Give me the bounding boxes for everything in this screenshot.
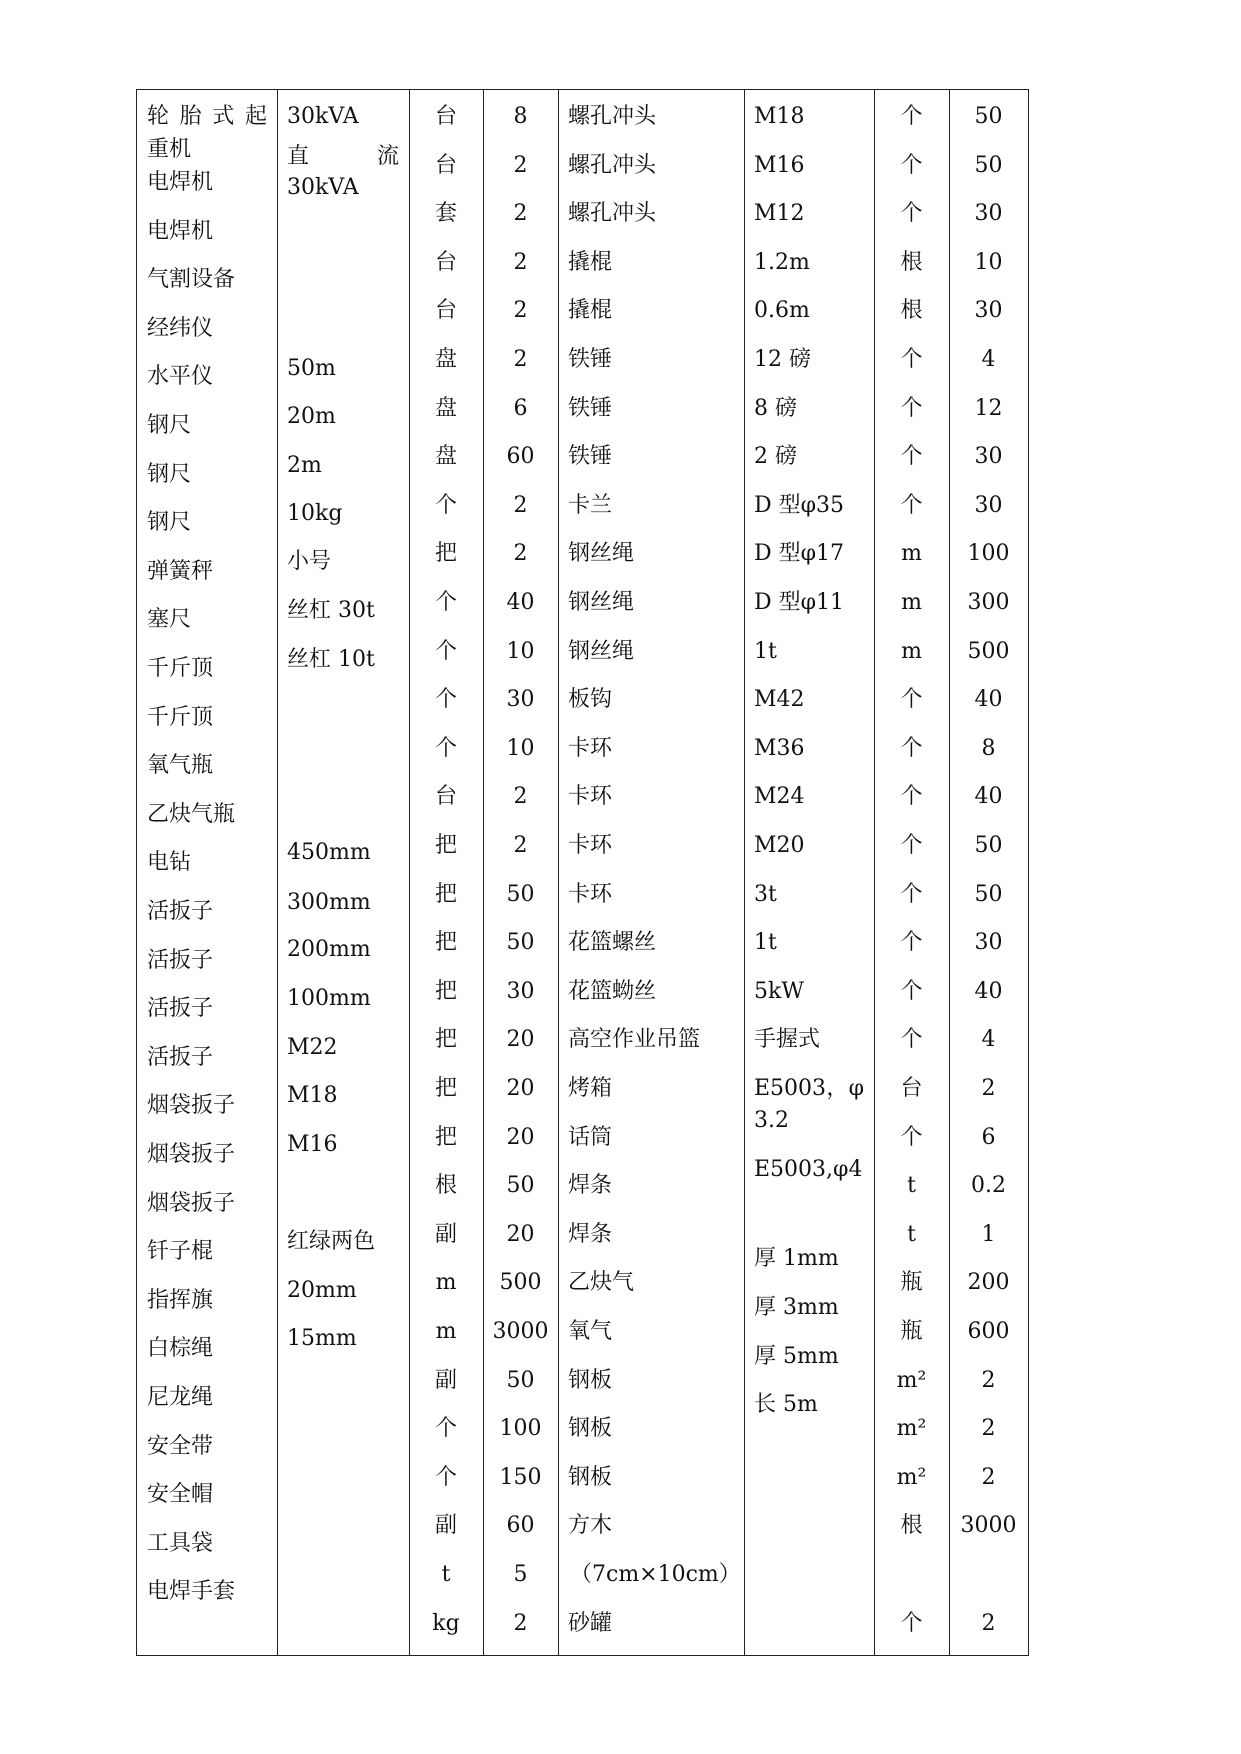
table-cell: M18 bbox=[754, 104, 805, 129]
table-cell: 10 bbox=[506, 735, 535, 761]
table-cell: 2 磅 bbox=[754, 444, 797, 470]
table-cell: 2 bbox=[513, 201, 528, 227]
table-cell: 台 bbox=[434, 784, 457, 810]
table-cell: 40 bbox=[974, 978, 1003, 1004]
table-cell: 10 bbox=[974, 249, 1003, 275]
table-cell: 尼龙绳 bbox=[147, 1385, 214, 1410]
table-cell: 4 bbox=[981, 347, 996, 372]
table-cell: 把 bbox=[434, 930, 457, 956]
table-cell: 0.2 bbox=[971, 1173, 1006, 1199]
table-cell: 个 bbox=[900, 492, 923, 518]
table-cell: 10 bbox=[506, 638, 535, 664]
table-cell: E5003，φ bbox=[754, 1076, 864, 1101]
table-cell: 副 bbox=[434, 1367, 457, 1393]
table-cell: 8 磅 bbox=[754, 395, 797, 421]
table-cell: 50 bbox=[974, 152, 1003, 178]
table-cell: M24 bbox=[754, 784, 805, 810]
table-cell: 2m bbox=[287, 453, 322, 478]
table-cell: 个 bbox=[900, 930, 923, 956]
table-cell: 气割设备 bbox=[147, 267, 236, 293]
table-cell: 水平仪 bbox=[147, 364, 214, 390]
unit2-column bbox=[874, 90, 949, 1655]
table-cell: 2 bbox=[513, 784, 528, 810]
table-cell: M16 bbox=[287, 1132, 338, 1157]
table-cell: 500 bbox=[499, 1270, 542, 1296]
table-cell: 50 bbox=[506, 881, 535, 907]
table-cell: 5kW bbox=[754, 978, 804, 1004]
table-cell: 话筒 bbox=[568, 1124, 613, 1150]
table-cell: 30kVA bbox=[287, 175, 359, 200]
table-cell: 200mm bbox=[287, 937, 371, 962]
table-cell: 钢丝绳 bbox=[568, 590, 635, 615]
table-cell: 活扳子 bbox=[147, 1044, 214, 1070]
table-cell: 板钩 bbox=[568, 687, 613, 713]
table-cell: 个 bbox=[900, 833, 923, 858]
table-cell: 丝杠 10t bbox=[287, 647, 375, 672]
table-cell: 电钻 bbox=[147, 850, 192, 876]
table-cell: m bbox=[435, 1319, 457, 1344]
table-cell: 塞尺 bbox=[147, 607, 192, 633]
table-cell: 30kVA bbox=[287, 104, 359, 129]
table-cell: 乙炔气 bbox=[568, 1270, 635, 1296]
table-cell: 长 5m bbox=[754, 1392, 818, 1417]
table-cell: 2 bbox=[981, 1464, 996, 1490]
table-cell: 30 bbox=[974, 444, 1003, 470]
table-cell: M16 bbox=[754, 152, 805, 178]
table-cell: 卡环 bbox=[568, 881, 613, 907]
table-cell: 2 bbox=[513, 492, 528, 518]
table-cell: 300mm bbox=[287, 890, 371, 915]
table-cell: 氧气 bbox=[568, 1319, 613, 1344]
table-cell: 个 bbox=[434, 735, 457, 761]
table-cell: 焊条 bbox=[568, 1173, 613, 1199]
table-cell: 氧气瓶 bbox=[147, 753, 214, 779]
table-cell: 把 bbox=[434, 1076, 457, 1101]
table-cell: M20 bbox=[754, 833, 805, 858]
table-cell: m² bbox=[896, 1464, 927, 1490]
table-cell: 个 bbox=[900, 347, 923, 372]
table-cell: 钢板 bbox=[568, 1367, 613, 1393]
table-cell: 烟袋扳子 bbox=[147, 1190, 236, 1216]
table-cell: M18 bbox=[287, 1083, 338, 1108]
table-cell: 花篮螺丝 bbox=[568, 930, 657, 956]
table-cell: 安全带 bbox=[147, 1433, 214, 1459]
table-cell: 60 bbox=[506, 444, 535, 470]
table-cell: 20m bbox=[287, 404, 336, 429]
table-cell: 根 bbox=[900, 298, 923, 324]
table-cell: 8 bbox=[513, 104, 528, 129]
table-cell: 盘 bbox=[434, 444, 457, 470]
table-cell: 重机 bbox=[147, 137, 192, 162]
table-cell: 乙炔气瓶 bbox=[147, 801, 236, 827]
table-cell: 2 bbox=[513, 347, 528, 372]
table-cell: 烤箱 bbox=[568, 1076, 613, 1101]
table-cell: 450mm bbox=[287, 840, 371, 865]
table-cell: 2 bbox=[513, 298, 528, 324]
table-cell: 把 bbox=[434, 881, 457, 907]
table-cell: 3t bbox=[754, 881, 777, 907]
table-cell: 2 bbox=[981, 1610, 996, 1636]
table-cell: 个 bbox=[900, 978, 923, 1004]
table-cell: 红绿两色 bbox=[287, 1229, 376, 1254]
table-cell: 20 bbox=[506, 1027, 535, 1053]
table-cell: 300 bbox=[967, 590, 1010, 615]
table-cell: 8 bbox=[981, 735, 996, 761]
table-cell: 钢丝绳 bbox=[568, 638, 635, 664]
table-cell: 活扳子 bbox=[147, 947, 214, 973]
table-cell: 100mm bbox=[287, 986, 371, 1011]
table-cell: 30 bbox=[506, 978, 535, 1004]
table-cell: 2 bbox=[513, 152, 528, 178]
table-cell: 30 bbox=[506, 687, 535, 713]
table-cell: 2 bbox=[513, 249, 528, 275]
table-cell: 个 bbox=[434, 1416, 457, 1442]
table-cell: 500 bbox=[967, 638, 1010, 664]
spec2-column bbox=[744, 90, 874, 1655]
table-cell: 个 bbox=[900, 1027, 923, 1053]
table-cell: 把 bbox=[434, 978, 457, 1004]
table-cell: 个 bbox=[900, 152, 923, 178]
table-cell: D 型φ17 bbox=[754, 541, 845, 567]
table-cell: 手握式 bbox=[754, 1027, 821, 1053]
table-cell: 钢板 bbox=[568, 1464, 613, 1490]
table-cell: 卡兰 bbox=[568, 492, 613, 518]
table-cell: 钢尺 bbox=[147, 461, 192, 487]
table-cell: 个 bbox=[900, 735, 923, 761]
table-cell: 把 bbox=[434, 541, 457, 567]
table-cell: kg bbox=[432, 1610, 460, 1636]
table-cell: （7cm×10cm） bbox=[570, 1562, 741, 1587]
table-cell: 个 bbox=[434, 638, 457, 664]
table-cell: 20 bbox=[506, 1124, 535, 1150]
table-cell: 个 bbox=[434, 1464, 457, 1490]
table-cell: 把 bbox=[434, 1027, 457, 1053]
table-cell: 台 bbox=[434, 249, 457, 275]
table-cell: 2 bbox=[981, 1416, 996, 1442]
table-cell: 台 bbox=[434, 104, 457, 129]
table-cell: 30 bbox=[974, 298, 1003, 324]
table-cell: 指挥旗 bbox=[147, 1287, 214, 1313]
table-cell: 花篮蚴丝 bbox=[568, 978, 657, 1004]
table-cell: 个 bbox=[900, 784, 923, 810]
table-cell: 20 bbox=[506, 1221, 535, 1247]
table-cell: 钢丝绳 bbox=[568, 541, 635, 567]
table-cell: 50 bbox=[974, 833, 1003, 858]
table-cell: 电焊机 bbox=[147, 170, 214, 195]
table-cell: t bbox=[441, 1562, 451, 1587]
table-cell: 钢板 bbox=[568, 1416, 613, 1442]
table-cell: 60 bbox=[506, 1513, 535, 1539]
table-cell: 个 bbox=[434, 492, 457, 518]
table-cell: 12 磅 bbox=[754, 347, 811, 372]
table-cell: 厚 1mm bbox=[754, 1246, 839, 1271]
qty-column bbox=[483, 90, 558, 1655]
table-cell: M42 bbox=[754, 687, 805, 713]
table-cell: 个 bbox=[900, 201, 923, 227]
table-cell: 把 bbox=[434, 1124, 457, 1150]
table-cell: 把 bbox=[434, 833, 457, 858]
table-cell: m bbox=[901, 590, 922, 615]
table-cell: 50m bbox=[287, 356, 336, 381]
table-cell: 1t bbox=[754, 930, 777, 956]
table-cell: 卡环 bbox=[568, 833, 613, 858]
table-cell: 螺孔冲头 bbox=[568, 104, 657, 129]
table-cell: 电焊机 bbox=[147, 218, 214, 244]
table-cell: 2 bbox=[513, 541, 528, 567]
table-cell: 方木 bbox=[568, 1513, 613, 1539]
table-cell: E5003,φ4 bbox=[754, 1157, 863, 1182]
table-cell: m bbox=[901, 638, 922, 664]
table-cell: 小号 bbox=[287, 549, 332, 574]
table-cell: 30 bbox=[974, 201, 1003, 227]
table-cell: m bbox=[435, 1270, 457, 1296]
table-cell: 150 bbox=[499, 1464, 542, 1490]
table-cell: 高空作业吊篮 bbox=[568, 1027, 701, 1053]
table-cell: 千斤顶 bbox=[147, 656, 214, 681]
table-cell: 套 bbox=[434, 201, 457, 227]
table-cell: 0.6m bbox=[754, 298, 810, 324]
table-cell: 30 bbox=[974, 930, 1003, 956]
table-cell: 弹簧秤 bbox=[147, 558, 214, 584]
table-cell: 6 bbox=[981, 1124, 996, 1150]
table-cell: m² bbox=[896, 1416, 927, 1442]
table-cell: 瓶 bbox=[900, 1270, 923, 1296]
name-column bbox=[137, 90, 277, 1655]
table-cell: 钢尺 bbox=[147, 510, 192, 536]
equipment-table bbox=[136, 89, 1029, 1656]
table-cell: 5 bbox=[513, 1562, 528, 1587]
table-cell: 丝杠 30t bbox=[287, 598, 375, 623]
table-cell: 撬棍 bbox=[568, 249, 613, 275]
table-cell: 1t bbox=[754, 638, 777, 664]
table-cell: 千斤顶 bbox=[147, 704, 214, 730]
unit-column bbox=[409, 90, 483, 1655]
table-cell: M12 bbox=[754, 201, 805, 227]
table-cell: 根 bbox=[900, 249, 923, 275]
table-cell: 工具袋 bbox=[147, 1530, 214, 1556]
table-cell: 电焊手套 bbox=[147, 1579, 236, 1605]
table-cell: 厚 3mm bbox=[754, 1295, 839, 1320]
table-cell: 砂罐 bbox=[568, 1610, 613, 1636]
table-cell: 安全帽 bbox=[147, 1482, 214, 1508]
table-cell: 副 bbox=[434, 1513, 457, 1539]
table-cell: 2 bbox=[513, 833, 528, 858]
table-cell: 3000 bbox=[492, 1319, 549, 1344]
table-cell: 10kg bbox=[287, 501, 343, 526]
table-cell: 1 bbox=[981, 1221, 996, 1247]
qty2-column bbox=[949, 90, 1028, 1655]
table-cell: 600 bbox=[967, 1319, 1010, 1344]
table-cell: 40 bbox=[506, 590, 535, 615]
table-cell: 100 bbox=[499, 1416, 542, 1442]
table-cell: 焊条 bbox=[568, 1221, 613, 1247]
table-cell: M22 bbox=[287, 1035, 338, 1060]
table-cell: 个 bbox=[900, 687, 923, 713]
table-cell: 烟袋扳子 bbox=[147, 1142, 236, 1167]
table-cell: 钎子棍 bbox=[147, 1239, 214, 1265]
table-cell: 50 bbox=[974, 881, 1003, 907]
table-cell: 20mm bbox=[287, 1278, 357, 1303]
table-cell: 铁锤 bbox=[568, 347, 613, 372]
table-cell: 盘 bbox=[434, 395, 457, 421]
table-cell: 40 bbox=[974, 784, 1003, 810]
table-cell: t bbox=[907, 1221, 916, 1247]
table-cell: 20 bbox=[506, 1076, 535, 1101]
table-cell: 个 bbox=[900, 1610, 923, 1636]
table-cell: 钢尺 bbox=[147, 413, 192, 438]
table-cell: 厚 5mm bbox=[754, 1344, 839, 1369]
table-cell: 撬棍 bbox=[568, 298, 613, 324]
table-cell: 副 bbox=[434, 1221, 457, 1247]
table-cell: 个 bbox=[900, 395, 923, 421]
table-cell: 3000 bbox=[960, 1513, 1017, 1539]
table-cell: 50 bbox=[506, 1367, 535, 1393]
table-cell: 轮胎式起 bbox=[147, 104, 267, 129]
table-cell: 烟袋扳子 bbox=[147, 1093, 236, 1119]
spec-column bbox=[277, 90, 409, 1655]
table-cell: 30 bbox=[974, 492, 1003, 518]
table-cell: 50 bbox=[506, 930, 535, 956]
table-cell: 盘 bbox=[434, 347, 457, 372]
table-cell: D 型φ11 bbox=[754, 590, 845, 615]
table-cell: 个 bbox=[900, 1124, 923, 1150]
table-cell: t bbox=[907, 1173, 916, 1199]
table-cell: 2 bbox=[981, 1367, 996, 1393]
table-cell: 50 bbox=[506, 1173, 535, 1199]
table-cell: 200 bbox=[967, 1270, 1010, 1296]
table-cell: 50 bbox=[974, 104, 1003, 129]
table-cell: 螺孔冲头 bbox=[568, 152, 657, 178]
table-cell: 2 bbox=[981, 1076, 996, 1101]
table-cell: 1.2m bbox=[754, 249, 810, 275]
table-cell: D 型φ35 bbox=[754, 492, 845, 518]
table-cell: 铁锤 bbox=[568, 395, 613, 421]
table-cell: m bbox=[901, 541, 922, 567]
table-cell: 铁锤 bbox=[568, 444, 613, 470]
table-cell: 根 bbox=[434, 1173, 457, 1199]
table-cell: 3.2 bbox=[754, 1108, 789, 1133]
table-cell: 个 bbox=[434, 687, 457, 713]
name2-column bbox=[558, 90, 744, 1655]
table-cell: 12 bbox=[974, 395, 1003, 421]
table-cell: 台 bbox=[900, 1076, 923, 1101]
table-cell: 活扳子 bbox=[147, 899, 214, 924]
table-cell: M36 bbox=[754, 735, 805, 761]
table-cell: 活扳子 bbox=[147, 996, 214, 1022]
table-cell: 个 bbox=[900, 444, 923, 470]
table-cell: 卡环 bbox=[568, 784, 613, 810]
table-cell: m² bbox=[896, 1367, 927, 1393]
table-cell: 100 bbox=[967, 541, 1010, 567]
table-cell: 瓶 bbox=[900, 1319, 923, 1344]
table-cell: 螺孔冲头 bbox=[568, 201, 657, 227]
table-cell: 个 bbox=[900, 881, 923, 907]
table-cell: 6 bbox=[513, 395, 528, 421]
table-cell: 直 流 bbox=[287, 144, 399, 169]
table-cell: 4 bbox=[981, 1027, 996, 1053]
table-cell: 卡环 bbox=[568, 735, 613, 761]
table-cell: 台 bbox=[434, 298, 457, 324]
table-cell: 台 bbox=[434, 152, 457, 178]
table-cell: 根 bbox=[900, 1513, 923, 1539]
table-cell: 个 bbox=[900, 104, 923, 129]
table-cell: 15mm bbox=[287, 1326, 357, 1351]
table-cell: 经纬仪 bbox=[147, 315, 214, 341]
table-cell: 40 bbox=[974, 687, 1003, 713]
table-cell: 2 bbox=[513, 1610, 528, 1636]
table-cell: 个 bbox=[434, 590, 457, 615]
table-cell: 白棕绳 bbox=[147, 1336, 214, 1362]
